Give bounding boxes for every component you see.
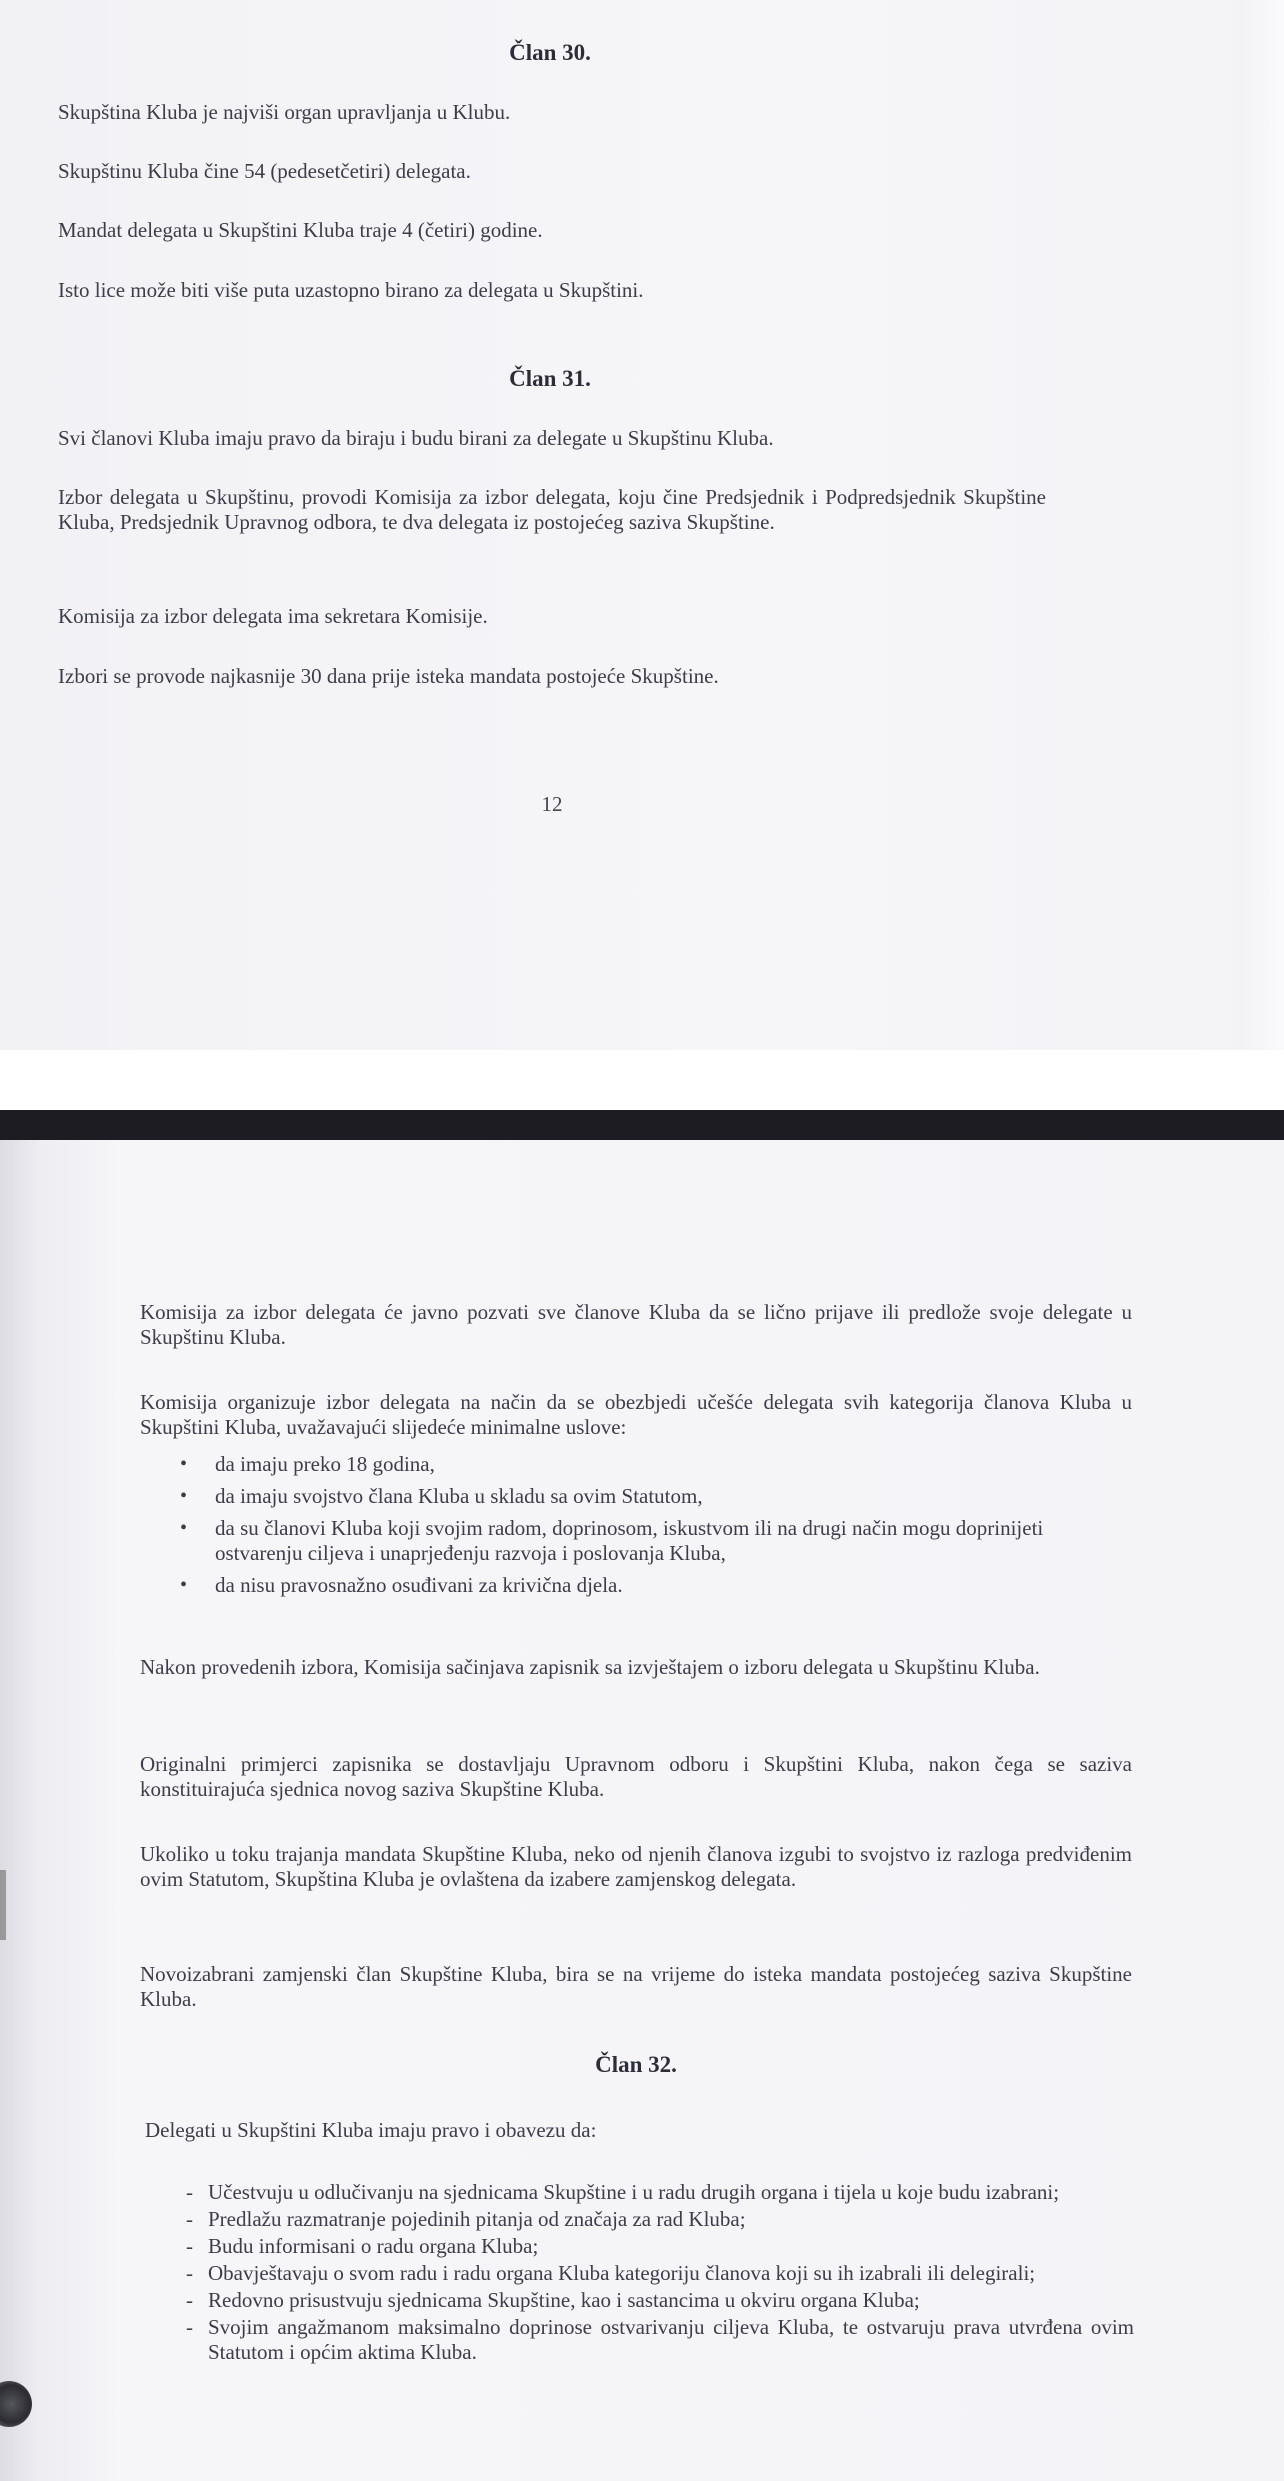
- article-30-paragraph-2: Skupštinu Kluba čine 54 (pedesetčetiri) delegata.: [58, 159, 471, 183]
- article-31-paragraph-1: Svi članovi Kluba imaju pravo da biraju i budu birani za delegate u Skupštinu Kluba.: [58, 426, 774, 450]
- list-item: - Budu informisani o radu organa Kluba;: [186, 2234, 1134, 2259]
- article-31-paragraph-9: Ukoliko u toku trajanja mandata Skupštine Kluba, neko od njenih članova izgubi to svojstvo iz razloga predviđenim ovim Statutom, Skupština Kluba je ovlaštena da izabere zamjenskog delegata.: [140, 1842, 1132, 1891]
- scan-gap: [0, 1050, 1284, 1110]
- article-30-paragraph-4: Isto lice može biti više puta uzastopno birano za delegata u Skupštini.: [58, 278, 644, 302]
- scan-edge-mark: [0, 1870, 6, 1940]
- list-item: • da nisu pravosnažno osuđivani za krivična djela.: [180, 1573, 1132, 1598]
- conditions-list: [180, 1452, 1132, 1605]
- article-30-heading: Član 30.: [509, 40, 591, 65]
- article-31-paragraph-7: Nakon provedenih izbora, Komisija sačinjava zapisnik sa izvještajem o izboru delegata u Skupštinu Kluba.: [140, 1655, 1040, 1679]
- list-item: - Predlažu razmatranje pojedinih pitanja od značaja za rad Kluba;: [186, 2207, 1134, 2232]
- article-32-intro: Delegati u Skupštini Kluba imaju pravo i obavezu da:: [145, 2118, 597, 2142]
- list-item: • da su članovi Kluba koji svojim radom, doprinosom, iskustvom ili na drugi način mogu doprinijeti ostvarenju ciljeva i unaprjeđenju razvoja i poslovanja Kluba,: [180, 1516, 1132, 1566]
- document-page-12: [0, 0, 1284, 1050]
- article-31-paragraph-6: Komisija organizuje izbor delegata na način da se obezbjedi učešće delegata svih kategorija članova Kluba u Skupštini Kluba, uvažavajući slijedeće minimalne uslove:: [140, 1390, 1132, 1439]
- article-31-paragraph-8: Originalni primjerci zapisnika se dostavljaju Upravnom odboru i Skupštini Kluba, nakon čega se saziva konstituirajuća sjednica novog saziva Skupštine Kluba.: [140, 1752, 1132, 1801]
- article-31-paragraph-5: Komisija za izbor delegata će javno pozvati sve članove Kluba da se lično prijave ili predlože svoje delegate u Skupštinu Kluba.: [140, 1300, 1132, 1349]
- article-32-heading: Član 32.: [595, 2052, 677, 2077]
- page-number: 12: [541, 792, 563, 816]
- list-item: - Obavještavaju o svom radu i radu organa Kluba kategoriju članova koji su ih izabrali ili delegirali;: [186, 2261, 1134, 2286]
- article-30-paragraph-1: Skupština Kluba je najviši organ upravljanja u Klubu.: [58, 100, 511, 124]
- list-item: - Učestvuju u odlučivanju na sjednicama Skupštine i u radu drugih organa i tijela u koje budu izabrani;: [186, 2180, 1134, 2205]
- scan-divider: [0, 1110, 1284, 1140]
- article-31-paragraph-10: Novoizabrani zamjenski član Skupštine Kluba, bira se na vrijeme do isteka mandata postojećeg saziva Skupštine Kluba.: [140, 1962, 1132, 2011]
- list-item: • da imaju preko 18 godina,: [180, 1452, 1132, 1477]
- list-item: - Redovno prisustvuju sjednicama Skupštine, kao i sastancima u okviru organa Kluba;: [186, 2288, 1134, 2313]
- article-30-paragraph-3: Mandat delegata u Skupštini Kluba traje 4 (četiri) godine.: [58, 218, 543, 242]
- list-item: • da imaju svojstvo člana Kluba u skladu sa ovim Statutom,: [180, 1484, 1132, 1509]
- article-31-paragraph-2: Izbor delegata u Skupštinu, provodi Komisija za izbor delegata, koju čine Predsjednik i Podpredsjednik Skupštine Kluba, Predsjednik Upravnog odbora, te dva delegata iz postojećeg saziva Skupštine.: [58, 485, 1046, 534]
- article-31-heading: Član 31.: [509, 366, 591, 391]
- article-31-paragraph-3: Komisija za izbor delegata ima sekretara Komisije.: [58, 604, 488, 628]
- document-page-13: [0, 1140, 1284, 2481]
- duties-list: [186, 2180, 1134, 2367]
- list-item: - Svojim angažmanom maksimalno doprinose ostvarivanju ciljeva Kluba, te ostvaruju prava utvrđena ovim Statutom i općim aktima Kluba.: [186, 2315, 1134, 2365]
- article-31-paragraph-4: Izbori se provode najkasnije 30 dana prije isteka mandata postojeće Skupštine.: [58, 664, 719, 688]
